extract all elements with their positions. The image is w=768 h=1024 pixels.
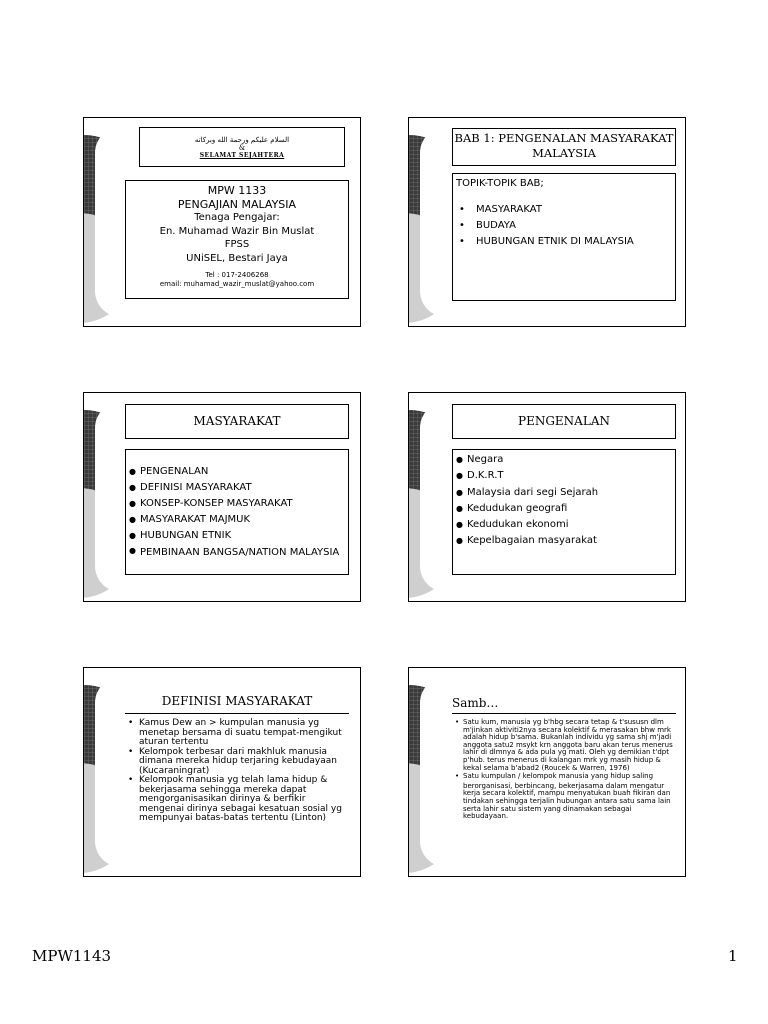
- description-list: [452, 719, 678, 781]
- list-item: ● DEFINISI MASYARAKAT: [129, 480, 345, 496]
- list-item: ● D.K.R.T: [456, 468, 672, 484]
- slide-3: [83, 392, 361, 602]
- course-name: PENGAJIAN MALAYSIA: [177, 197, 297, 211]
- definition-list: [125, 719, 349, 824]
- slide-card: [95, 402, 351, 592]
- list-item: • Satu kumpulan / kelompok manusia yang hidup saling: [452, 773, 678, 781]
- contact-email: email: muhamad_wazir_muslat@yahoo.com: [159, 280, 315, 288]
- topic-list: [456, 452, 672, 550]
- university: UNiSEL, Bestari Jaya: [186, 252, 288, 264]
- slide-card: [420, 402, 676, 592]
- list-item: • MASYARAKAT: [456, 202, 672, 218]
- lecturer-label: Tenaga Pengajar:: [194, 212, 280, 223]
- slide-title: BAB 1: PENGENALAN MASYARAKAT MALAYSIA: [452, 128, 676, 166]
- title-underline: [452, 713, 676, 714]
- list-item: • HUBUNGAN ETNIK DI MALAYSIA: [456, 234, 672, 250]
- slide-6: [408, 667, 686, 877]
- slide-body: [452, 719, 678, 821]
- slide-card: [95, 677, 351, 867]
- page-number: 1: [728, 947, 738, 965]
- slide-title: DEFINISI MASYARAKAT: [161, 694, 313, 708]
- list-item: ● Kedudukan geografi: [456, 501, 672, 517]
- course-code: MPW 1133: [207, 184, 267, 197]
- slide-content: [125, 449, 349, 575]
- slide-5: [83, 667, 361, 877]
- slide-1: [83, 117, 361, 327]
- list-item: ● HUBUNGAN ETNIK: [129, 528, 345, 544]
- list-item: ● Malaysia dari segi Sejarah: [456, 485, 672, 501]
- slide-card: [95, 127, 351, 317]
- list-item: • Kelompok manusia yg telah lama hidup & bekerjasama sehingga mereka dapat mengorganisasikan dirinya & berfikir mengenai dirinya sebagai kesatuan sosial yg mempunyai batas-batas tertentu (Linton): [125, 776, 349, 824]
- continuation-text: berorganisasi, berbincang, bekerjasama dalam mengatur kerja secara kolektif, mampu menyatukan buah fikiran dan tindakan sehingga terjalin hubungan antara satu sama lain serta lahir satu sistem yang dinamakan sebagai kebudayaan.: [463, 781, 671, 821]
- intro-text: TOPIK-TOPIK BAB;: [456, 178, 544, 189]
- contact-phone: Tel : 017-2406268: [205, 271, 269, 279]
- slide-content: [452, 449, 676, 575]
- greeting-amp: &: [238, 144, 246, 152]
- course-info-box: [125, 180, 349, 299]
- slide-title: MASYARAKAT: [125, 404, 349, 439]
- slide-title: Samb…: [452, 696, 499, 710]
- slide-card: [420, 127, 676, 317]
- greeting-malay: SELAMAT SEJAHTERA: [199, 152, 285, 159]
- topic-list: [456, 202, 672, 250]
- list-item: ● PEMBINAAN BANGSA/NATION MALAYSIA: [129, 544, 345, 559]
- lecturer-name: En. Muhamad Wazir Bin Muslat: [159, 225, 315, 237]
- list-item: • Kamus Dew an > kumpulan manusia yg menetap bersama di suatu tempat-mengikut aturan tertentu: [125, 719, 349, 748]
- list-item: • Satu kum, manusia yg b'hbg secara tetap & t'sususn dlm m'jinkan aktiviti2nya secara kolektif & merasakan bhw mrk adalah hidup b'sama. Bukanlah individu yg sama shj m'jadi anggota satu2 msykt krn anggota baru akan terus menerus lahir di dlmnya & ada pula yg mati. Oleh yg demikian t'dpt p'hub. terus menerus di kalangan mrk yg masih hidup & kekal selama b'abad2 (Roucek & Warren, 1976): [452, 719, 678, 772]
- faculty: FPSS: [224, 239, 250, 250]
- list-item: • Kelompok terbesar dari makhluk manusia dimana mereka hidup terjaring kebudayaan (Kucaraningrat): [125, 748, 349, 777]
- list-item: ● Kedudukan ekonomi: [456, 517, 672, 533]
- list-item: • BUDAYA: [456, 218, 672, 234]
- slide-content: [452, 173, 676, 301]
- greeting-arabic: السلام عليكم ورحمة الله وبركاته: [194, 136, 290, 144]
- title-underline: [125, 713, 349, 714]
- list-item: ● MASYARAKAT MAJMUK: [129, 512, 345, 528]
- list-item: ● PENGENALAN: [129, 464, 345, 480]
- greeting-box: [139, 127, 345, 167]
- slide-title: PENGENALAN: [452, 404, 676, 439]
- footer-course-code: MPW1143: [32, 947, 112, 965]
- list-item: ● Kepelbagaian masyarakat: [456, 533, 672, 549]
- slide-card: [420, 677, 676, 867]
- topic-list: [129, 464, 345, 559]
- list-item: ● Negara: [456, 452, 672, 468]
- slide-2: [408, 117, 686, 327]
- slide-4: [408, 392, 686, 602]
- list-item: ● KONSEP-KONSEP MASYARAKAT: [129, 496, 345, 512]
